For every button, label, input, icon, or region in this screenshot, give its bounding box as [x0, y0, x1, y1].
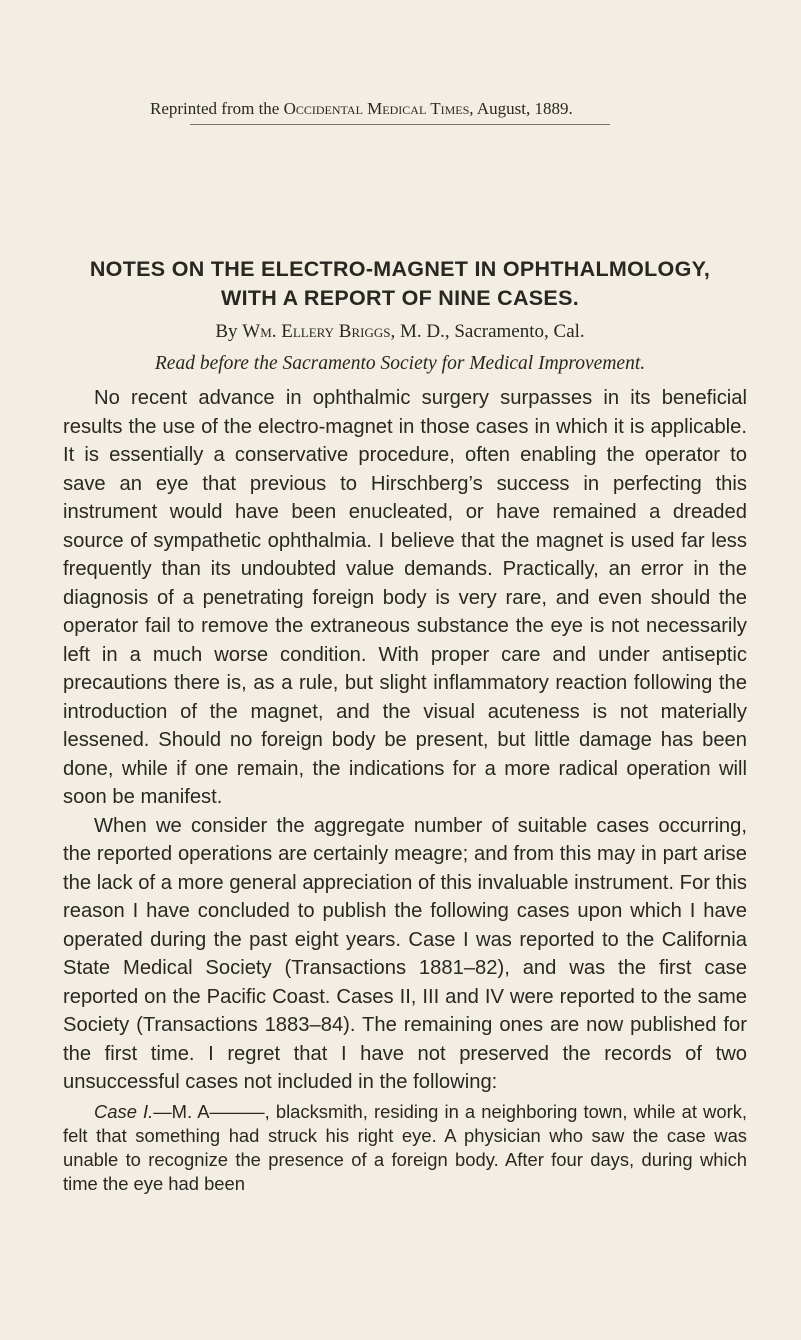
byline — [50, 320, 750, 344]
paragraph-2: When we consider the aggregate number of suitable cases occurring, the reported operations are certainly meagre; and from this may in part arise the lack of a more general appreciation of this invaluable instrument. For this reason I have concluded to publish the following cases upon which I have operated during the past eight years. Case I was reported to the California State Medical Society (Transactions 1881–82), and was the first case reported on the Pacific Coast. Cases II, III and IV were reported to the same Society (Transactions 1883–84). The remaining ones are now published for the first time. I regret that I have not preserved the records of two unsuccessful cases not included in the following: — [63, 814, 747, 1093]
title-line-2: WITH A REPORT OF NINE CASES. — [221, 286, 579, 310]
header-rule — [190, 124, 610, 125]
reprint-journal: Occidental Medical Times, — [283, 99, 474, 118]
article-title — [50, 255, 750, 313]
case-1-label: Case I. — [94, 1100, 154, 1122]
article-body — [63, 384, 747, 1196]
author-name: Wm. Ellery Briggs, — [242, 321, 396, 342]
byline-prefix: By — [215, 321, 238, 342]
read-before-note: Read before the Sacramento Society for Medical Improvement. — [154, 353, 646, 374]
case-1-text: —M. A———, blacksmith, residing in a neighboring town, while at work, felt that something had struck his right eye. A physician who saw the case was unable to recognize the presence of a foreign body. After four days, during which time the eye had been — [63, 1100, 747, 1194]
author-credentials: M. D., Sacramento, Cal. — [399, 321, 585, 342]
reprint-prefix: Reprinted from the — [150, 99, 280, 118]
case-1-paragraph — [63, 1100, 747, 1196]
reprint-date: August, 1889. — [476, 99, 573, 118]
title-line-1: NOTES ON THE ELECTRO-MAGNET IN OPHTHALMOLOGY, — [89, 257, 711, 281]
reprint-notice — [150, 99, 690, 119]
paragraph-1: No recent advance in ophthalmic surgery surpasses in its beneficial results the use of the electro-magnet in those cases in which it is applicable. It is essentially a conservative procedure, often enabling the operator to save an eye that previous to Hirschberg’s success in perfecting this instrument would have been enucleated, or have remained a dreaded source of sympathetic ophthalmia. I believe that the magnet is used far less frequently than its undoubted value demands. Practically, an error in the diagnosis of a penetrating foreign body is very rare, and even should the operator fail to remove the extraneous substance the eye is not necessarily left in a much worse condition. With proper care and under antiseptic precautions there is, as a rule, but slight inflammatory reaction following the introduction of the magnet, and the visual acuteness is not materially lessened. Should no foreign body be present, but little damage has been done, while if one remain, the indications for a more radical operation will soon be manifest. — [63, 387, 747, 808]
